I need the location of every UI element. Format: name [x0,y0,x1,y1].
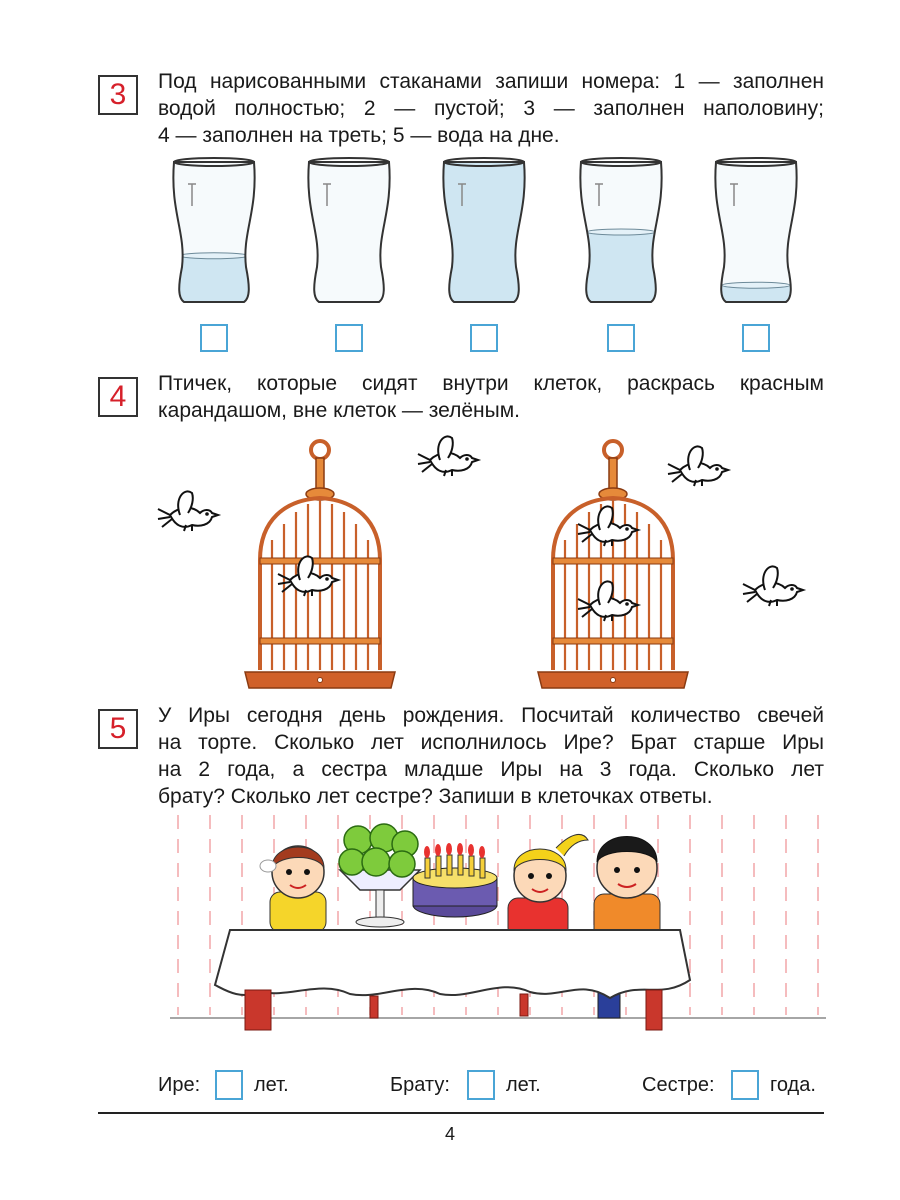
glass-1-answer-box[interactable] [200,324,228,352]
glass-1 [164,158,264,304]
brother-answer-box[interactable] [467,1070,495,1100]
ira-label: Ире: [158,1074,201,1096]
brother-label: Брату: [390,1074,450,1096]
task-4-line-1: Птичек, которые сидят внутри клеток, раскрась красным [158,372,824,395]
sister-label: Сестре: [642,1074,715,1096]
brother-unit: лет. [506,1074,541,1096]
ira-unit: лет. [254,1074,289,1096]
task-5-line-1: У Иры сегодня день рождения. Посчитай количество свечей [158,704,824,727]
task-3-text [158,68,824,149]
glass-5-answer-box[interactable] [742,324,770,352]
glass-2 [308,158,389,302]
sister-answer-box[interactable] [731,1070,759,1100]
birthday-party-illustration [0,810,900,1050]
task-3-line-3: 4 — заполнен на треть; 5 — вода на дне. [158,124,560,147]
sister-unit: года. [770,1074,816,1096]
glass-3-answer-box[interactable] [470,324,498,352]
task-5-line-2: на торте. Сколько лет исполнилось Ире? Брат старше Иры [158,731,824,754]
task-4-line-2: карандашом, вне клеток — зелёным. [158,399,520,422]
task-4-text [158,370,824,424]
task-4-number: 4 [98,377,138,417]
glass-2-answer-box[interactable] [335,324,363,352]
glasses-illustration [0,150,900,310]
glass-4 [571,158,671,304]
footer-divider [98,1112,824,1114]
task-5-line-3: на 2 года, а сестра младше Иры на 3 года. Сколько лет [158,758,824,781]
glass-5 [706,158,806,304]
task-5-line-4: брату? Сколько лет сестре? Запиши в клеточках ответы. [158,785,713,808]
task-3-line-1: Под нарисованными стаканами запиши номера: 1 — заполнен [158,70,824,93]
ira-answer-box[interactable] [215,1070,243,1100]
glass-4-answer-box[interactable] [607,324,635,352]
task-3-number: 3 [98,75,138,115]
task-5-number: 5 [98,709,138,749]
page-number: 4 [444,1124,455,1144]
task-3-line-2: водой полностью; 2 — пустой; 3 — заполнен наполовину; [158,97,824,120]
task-5-text [158,702,824,810]
birds-and-cages-illustration [0,420,900,680]
glass-3 [434,158,534,304]
